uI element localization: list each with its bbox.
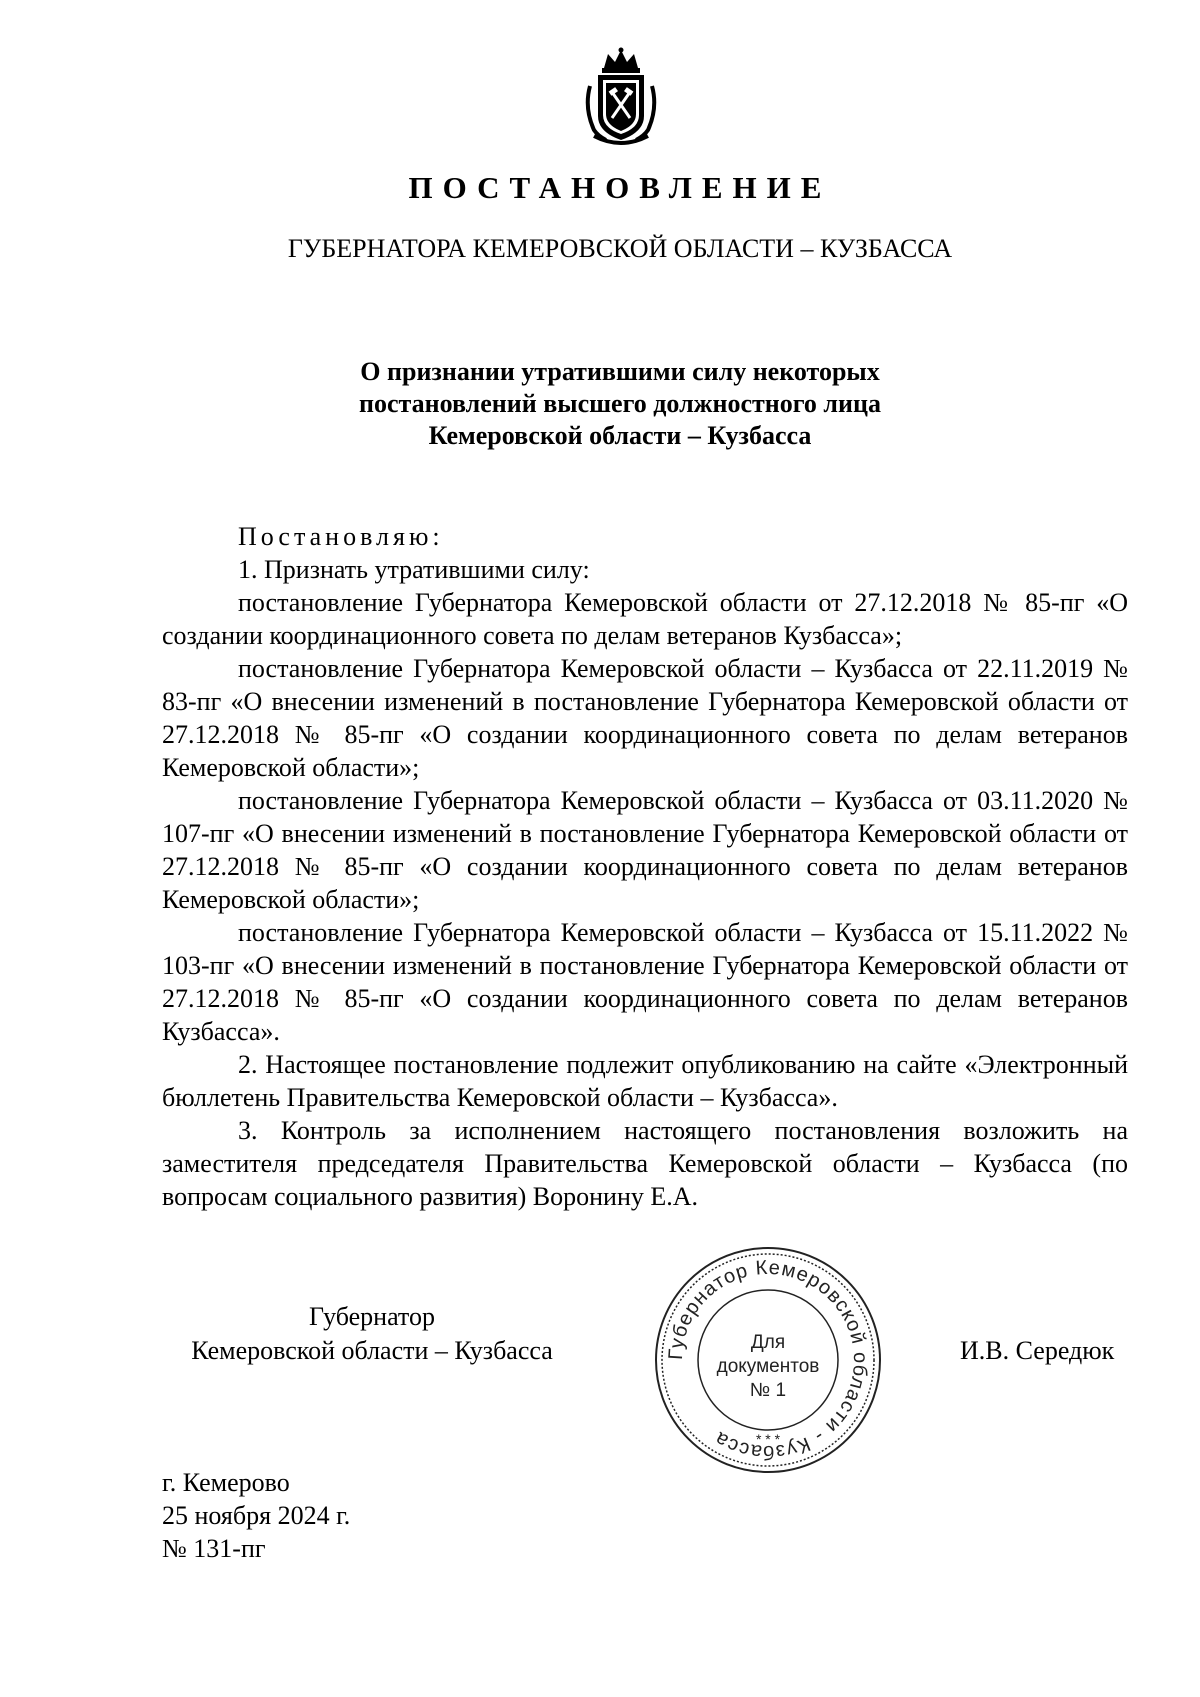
signatory-name: И.В. Середюк bbox=[960, 1336, 1115, 1365]
date: 25 ноября 2024 г. bbox=[162, 1501, 351, 1530]
body-paragraph: постановление Губернатора Кемеровской области – Кузбасса от 03.11.2020 № 107-пг «О внесении изменений в постановление Губернатора Кемеровской области от 27.12.2018 № 85-пг «О создании координационного совета по делам ветеранов Кемеровской области»; bbox=[162, 786, 1128, 914]
body-paragraph: 2. Настоящее постановление подлежит опубликованию на сайте «Электронный бюллетень Правительства Кемеровской области – Кузбасса». bbox=[162, 1050, 1128, 1112]
body-paragraph: постановление Губернатора Кемеровской области от 27.12.2018 № 85-пг «О создании координационного совета по делам ветеранов Кузбасса»; bbox=[162, 588, 1128, 650]
seal-stars: * * * bbox=[755, 1431, 781, 1447]
seal-center-line: документов bbox=[716, 1356, 820, 1377]
title-line: Кемеровской области – Кузбасса bbox=[428, 421, 812, 450]
document-body bbox=[162, 520, 1128, 1213]
official-seal-icon bbox=[652, 1244, 884, 1476]
document-number: № 131-пг bbox=[162, 1534, 266, 1563]
document-type: ПОСТАНОВЛЕНИЕ bbox=[408, 170, 832, 205]
body-paragraph: 1. Признать утратившими силу: bbox=[238, 555, 590, 584]
issuer: ГУБЕРНАТОРА КЕМЕРОВСКОЙ ОБЛАСТИ – КУЗБАССА bbox=[287, 234, 953, 263]
document-title bbox=[0, 356, 1200, 452]
title-line: О признании утратившими силу некоторых bbox=[360, 357, 880, 386]
body-paragraph: постановление Губернатора Кемеровской области – Кузбасса от 22.11.2019 № 83-пг «О внесении изменений в постановление Губернатора Кемеровской области от 27.12.2018 № 85-пг «О создании координационного совета по делам ветеранов Кемеровской области»; bbox=[162, 654, 1128, 782]
coat-of-arms-icon bbox=[580, 46, 662, 146]
place-date-block bbox=[162, 1466, 350, 1565]
body-paragraph: 3. Контроль за исполнением настоящего постановления возложить на заместителя председателя Правительства Кемеровской области – Кузбасса (по вопросам социального развития) Воронину Е.А. bbox=[162, 1116, 1128, 1211]
city: г. Кемерово bbox=[162, 1468, 290, 1497]
signatory-position-line: Кемеровской области – Кузбасса bbox=[191, 1336, 553, 1365]
title-line: постановлений высшего должностного лица bbox=[359, 389, 881, 418]
signatory-position bbox=[162, 1300, 582, 1368]
seal-center-line: Для bbox=[750, 1332, 786, 1353]
body-paragraph: постановление Губернатора Кемеровской области – Кузбасса от 15.11.2022 № 103-пг «О внесении изменений в постановление Губернатора Кемеровской области от 27.12.2018 № 85-пг «О создании координационного совета по делам ветеранов Кузбасса». bbox=[162, 918, 1128, 1046]
signatory-position-line: Губернатор bbox=[309, 1302, 435, 1331]
decree-preamble: Постановляю: bbox=[238, 522, 444, 551]
seal-ring-text: Губернатор Кемеровской области - Кузбасса bbox=[664, 1256, 872, 1464]
seal-center-line: № 1 bbox=[749, 1380, 787, 1401]
